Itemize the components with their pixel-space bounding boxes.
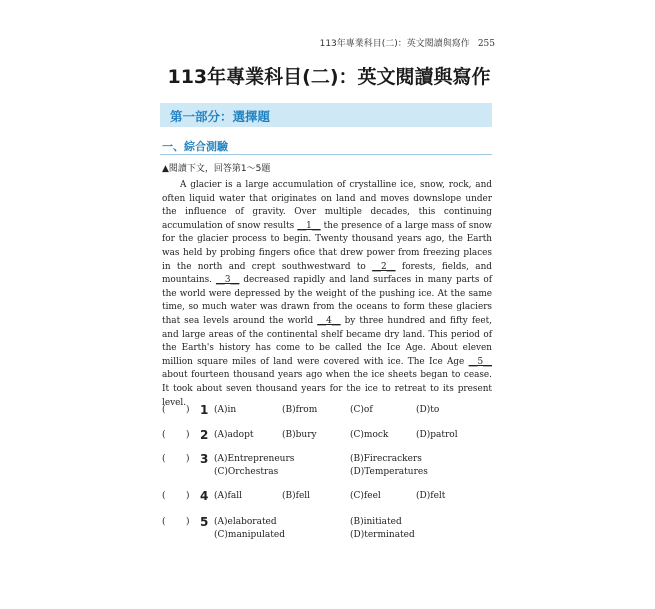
part-label: 第一部分：選擇題 xyxy=(170,109,271,124)
page-number: 255 xyxy=(477,39,495,49)
option-d: (D)patrol xyxy=(416,430,458,440)
answer-paren-close: ) xyxy=(186,405,190,415)
option-c: (C)of xyxy=(350,405,373,415)
option-a: (A)elaborated xyxy=(214,517,277,527)
passage-text-3: forests, fields, and mountains. xyxy=(162,261,492,286)
running-title: 113年專業科目(二)：英文閱讀與寫作 xyxy=(319,39,470,49)
option-c: (C)Orchestras xyxy=(214,467,279,477)
passage-text-2: the presence of a large mass of snow for the glacier process to begin. Twenty thousand years ago, the Earth was held by probing fingers ofice that drew power from freezing places in the north and crept southwestward to xyxy=(162,220,492,272)
option-a: (A)adopt xyxy=(214,430,254,440)
option-d: (D)Temperatures xyxy=(350,467,428,477)
answer-paren-close: ) xyxy=(186,430,190,440)
answer-paren-open: ( xyxy=(162,517,166,527)
question-number: 1 xyxy=(200,403,209,417)
answer-paren-open: ( xyxy=(162,454,166,464)
option-c: (C)manipulated xyxy=(214,530,285,540)
option-a: (A)fall xyxy=(214,491,242,501)
answer-paren-open: ( xyxy=(162,405,166,415)
option-b: (B)bury xyxy=(282,430,317,440)
question-instruction: ▲閱讀下文，回答第1～5題 xyxy=(162,164,271,174)
option-b: (B)from xyxy=(282,405,318,415)
blank-3: __3__ xyxy=(215,275,240,286)
question-3 xyxy=(162,454,492,482)
question-1 xyxy=(162,405,492,433)
question-number: 3 xyxy=(200,452,209,466)
option-c: (C)mock xyxy=(350,430,389,440)
question-5 xyxy=(162,517,492,545)
question-number: 2 xyxy=(200,428,209,442)
section-heading: 一、綜合測驗 xyxy=(162,140,228,153)
answer-paren-close: ) xyxy=(186,454,190,464)
option-a: (A)Entrepreneurs xyxy=(214,454,295,464)
section-divider xyxy=(160,154,492,155)
option-b: (B)initiated xyxy=(350,517,402,527)
passage-text-6: about fourteen thousand years ago when the ice sheets began to cease. It took about seven thousand years for the ice to retreat to its present level. xyxy=(162,370,492,408)
question-4 xyxy=(162,491,492,519)
answer-paren-close: ) xyxy=(186,517,190,527)
blank-1: __1__ xyxy=(297,220,321,231)
question-number: 5 xyxy=(200,515,209,529)
blank-4: __4__ xyxy=(317,315,341,326)
part-banner xyxy=(160,103,492,127)
option-c: (C)feel xyxy=(350,491,381,501)
blank-5: __5__ xyxy=(468,356,492,367)
passage-text-4: decreased rapidly and land surfaces in many parts of the world were depressed by the weight of the pushing ice. At the same time, so much water was drawn from the oceans to form these glaciers that sea levels around the world xyxy=(162,275,492,326)
option-d: (D)terminated xyxy=(350,530,415,540)
option-b: (B)fell xyxy=(282,491,311,501)
page-title: 113年專業科目(二)：英文閱讀與寫作 xyxy=(167,66,491,88)
answer-paren-close: ) xyxy=(186,491,190,501)
option-d: (D)to xyxy=(416,405,440,415)
blank-2: __2__ xyxy=(372,261,396,272)
option-a: (A)in xyxy=(214,405,237,415)
question-number: 4 xyxy=(200,489,209,503)
passage-paragraph xyxy=(162,179,492,410)
option-b: (B)Firecrackers xyxy=(350,454,422,464)
option-d: (D)felt xyxy=(416,491,446,501)
running-header xyxy=(320,36,495,49)
passage-text-5: by three hundred and fifty feet, and large areas of the continental shelf became dry land. This period of the Earth's history has come to be called the Ice Age. About eleven million square miles of land were covered with ice. The Ice Age xyxy=(162,315,492,367)
answer-paren-open: ( xyxy=(162,430,166,440)
reading-passage xyxy=(162,179,492,410)
passage-text-1: A glacier is a large accumulation of crystalline ice, snow, rock, and often liquid water that originates on land and moves downslope under the influence of gravity. Over multiple decades, this continuing accumulation of snow results xyxy=(162,180,492,231)
answer-paren-open: ( xyxy=(162,491,166,501)
